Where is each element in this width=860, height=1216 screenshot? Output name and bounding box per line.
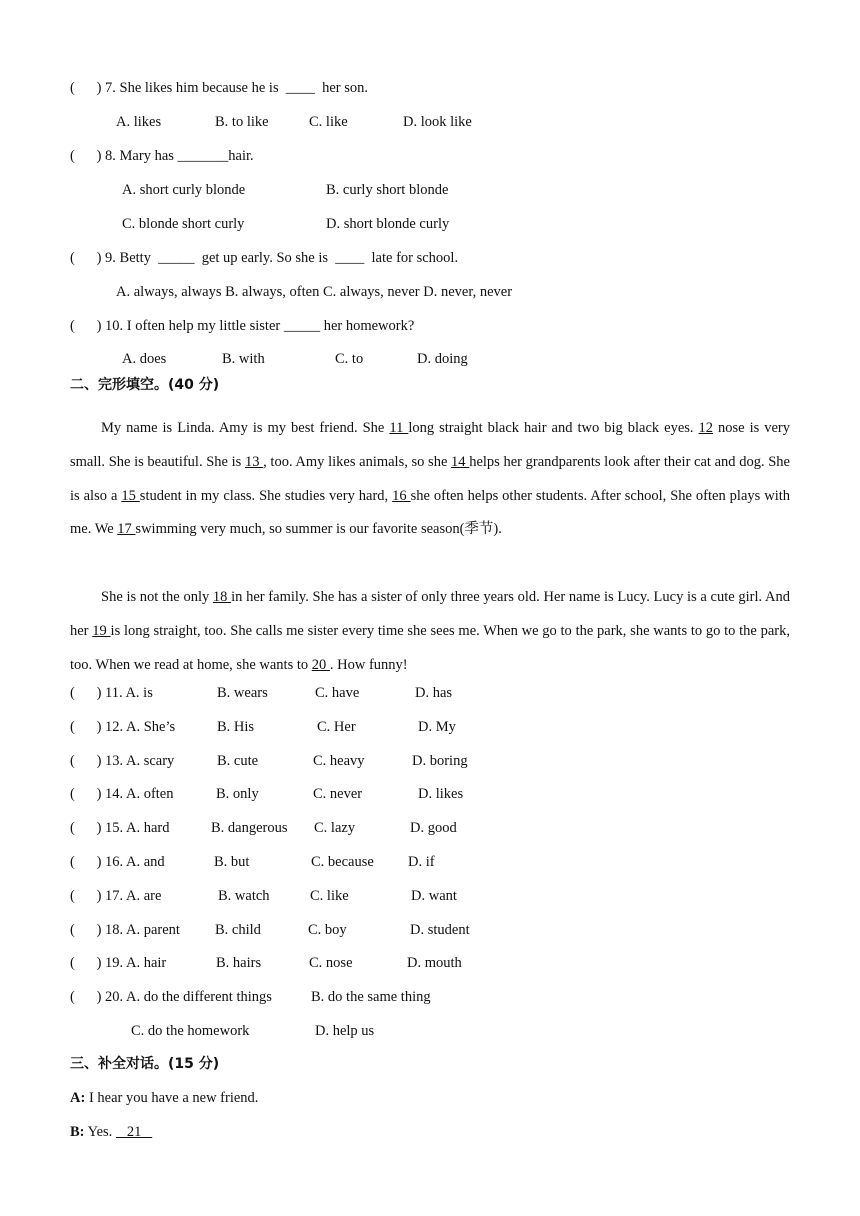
cloze-item-number: ( ) 11. A. is — [70, 685, 153, 701]
q20-stem: ( ) 20. A. do the different things — [70, 989, 272, 1005]
blank-13: 13 — [244, 453, 264, 470]
cloze-item-number: ( ) 13. A. scary — [70, 752, 175, 769]
cloze-option-c: C. lazy — [314, 820, 356, 837]
para1-text: My name is Linda. Amy is my best friend. She — [101, 420, 390, 436]
section-3-heading: 三、补全对话。(15 分) — [70, 1056, 220, 1072]
para1-text: helps her grandparents look after their cat and dog. She is also a — [70, 453, 790, 504]
cloze-option-c: C. have — [315, 685, 360, 701]
para1-text: long straight black hair and two big black eyes. — [408, 420, 699, 436]
cloze-option-b: B. cute — [217, 752, 259, 769]
cloze-option-d: D. likes — [418, 786, 464, 803]
cloze-option-b: B. His — [217, 718, 255, 735]
q10-option-d: D. doing — [417, 351, 468, 367]
q8-option-b: B. curly short blonde — [326, 182, 449, 198]
cloze-option-d: D. My — [418, 718, 456, 735]
para1-text: she often helps other students. After school, She often plays with me. We — [70, 487, 791, 538]
blank-20: 20 — [311, 656, 330, 673]
q10-option-a: A. does — [122, 351, 167, 367]
cloze-option-d: D. mouth — [407, 955, 462, 972]
para1-text: nose is very small. She is beautiful. She is — [70, 420, 791, 470]
q7-option-a: A. likes — [116, 114, 162, 130]
cloze-paragraph-2 — [70, 581, 790, 682]
para1-text: , too. Amy likes animals, so she — [263, 453, 452, 470]
speaker-b-label: B: — [70, 1124, 85, 1140]
dialogue-line-a — [70, 1088, 258, 1108]
cloze-option-d: D. want — [411, 887, 457, 904]
cloze-option-b: B. hairs — [216, 955, 262, 972]
blank-16: 16 — [392, 487, 411, 504]
cloze-option-c: C. boy — [308, 921, 347, 938]
cloze-option-b: B. dangerous — [211, 820, 288, 837]
cloze-item-number: ( ) 16. A. and — [70, 854, 165, 870]
q10-option-c: C. to — [335, 351, 364, 367]
cloze-item-number: ( ) 17. A. are — [70, 887, 162, 904]
cloze-option-c: C. Her — [317, 718, 356, 735]
cloze-item-number: ( ) 15. A. hard — [70, 820, 170, 837]
q20-option-d: D. help us — [315, 1023, 375, 1039]
para2-text: She is not the only — [101, 589, 213, 605]
q10-option-b: B. with — [222, 351, 265, 367]
blank-15: 15 — [121, 487, 140, 504]
cloze-option-c: C. nose — [309, 955, 353, 972]
dialogue-line-b — [70, 1122, 152, 1142]
q8-option-d: D. short blonde curly — [326, 216, 450, 232]
cloze-option-d: D. boring — [412, 752, 468, 769]
cloze-option-b: B. but — [214, 854, 250, 870]
q8-option-a: A. short curly blonde — [122, 182, 246, 198]
cloze-option-c: C. because — [311, 854, 374, 870]
cloze-option-b: B. only — [216, 786, 259, 803]
q20-option-c: C. do the homework — [131, 1023, 250, 1039]
cloze-item-number: ( ) 12. A. She’s — [70, 718, 176, 735]
cloze-item-number: ( ) 18. A. parent — [70, 921, 180, 938]
dialogue-b-text: Yes. — [84, 1124, 116, 1140]
cloze-item-number: ( ) 19. A. hair — [70, 955, 167, 972]
q7-option-d: D. look like — [403, 114, 472, 130]
speaker-a-label: A: — [70, 1090, 86, 1106]
q8-option-c: C. blonde short curly — [122, 216, 245, 232]
blank-17: 17 — [117, 521, 136, 538]
cloze-item-number: ( ) 14. A. often — [70, 786, 174, 803]
para2-text: . How funny! — [329, 656, 408, 673]
para1-text: student in my class. She studies very hard, — [139, 487, 393, 504]
cloze-paragraph-1 — [70, 412, 790, 547]
cloze-option-c: C. never — [313, 786, 363, 803]
cloze-option-b: B. watch — [218, 887, 270, 904]
q7-stem: ( ) 7. She likes him because he is ____ her son. — [70, 80, 369, 96]
para1-text: swimming very much, so summer is our favorite season(季节). — [135, 521, 502, 538]
blank-14: 14 — [451, 453, 470, 470]
cloze-option-d: D. good — [410, 820, 457, 837]
cloze-option-d: D. student — [410, 921, 470, 938]
cloze-option-d: D. has — [415, 685, 453, 701]
blank-19: 19 — [92, 622, 111, 639]
cloze-option-b: B. wears — [217, 685, 268, 701]
dialogue-a-text: I hear you have a new friend. — [85, 1090, 259, 1106]
q20-option-b: B. do the same thing — [311, 989, 431, 1005]
q7-option-b: B. to like — [215, 114, 269, 130]
blank-11: 11 — [389, 420, 409, 436]
cloze-option-c: C. like — [310, 887, 349, 904]
cloze-option-b: B. child — [215, 921, 261, 938]
cloze-option-d: D. if — [408, 854, 435, 870]
para2-text: is long straight, too. She calls me sister every time she sees me. When we go to the park, she wants to go to the park, too. When we read at home, she wants to — [70, 622, 791, 673]
q10-stem: ( ) 10. I often help my little sister _____ her homework? — [70, 318, 415, 334]
blank-21: 21 — [115, 1124, 153, 1140]
section-2-heading: 二、完形填空。(40 分) — [70, 377, 220, 393]
blank-18: 18 — [212, 589, 232, 605]
q7-option-c: C. like — [309, 114, 348, 130]
cloze-option-c: C. heavy — [313, 752, 365, 769]
q8-stem: ( ) 8. Mary has _______hair. — [70, 148, 254, 164]
blank-12: 12 — [698, 420, 714, 436]
q9-options: A. always, always B. always, often C. always, never D. never, never — [116, 284, 513, 300]
q9-stem: ( ) 9. Betty _____ get up early. So she is ____ late for school. — [70, 250, 459, 266]
para2-text: in her family. She has a sister of only three years old. Her name is Lucy. Lucy is a cute girl. And her — [70, 589, 791, 639]
